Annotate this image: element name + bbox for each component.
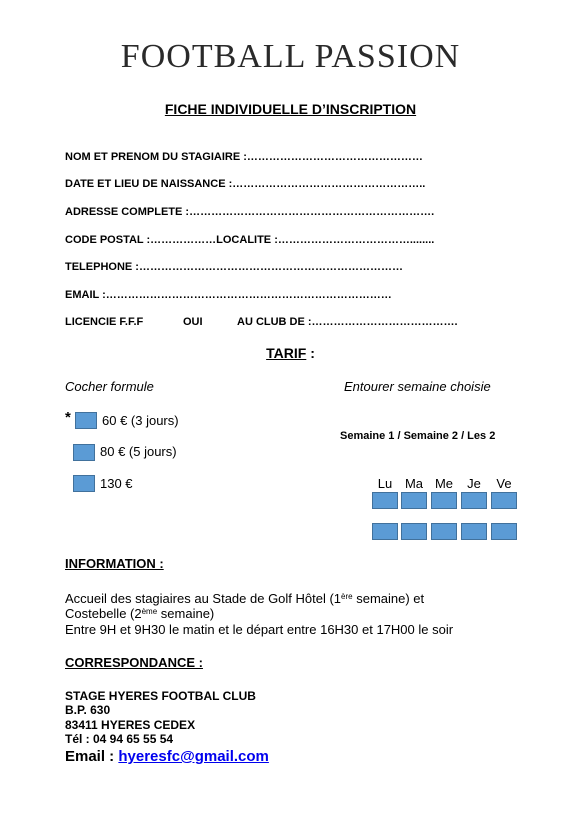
cocher-formule-label: Cocher formule (65, 379, 154, 394)
address-line-2: B.P. 630 (65, 703, 111, 717)
field-date-lieu-naissance[interactable]: DATE ET LIEU DE NAISSANCE :…………………………………………….. (65, 178, 426, 190)
document-subtitle: FICHE INDIVIDUELLE D’INSCRIPTION (164, 101, 417, 117)
tarif-heading (0, 345, 581, 361)
formule-130-label: 130 € (100, 476, 133, 491)
day-box-week2-ve[interactable] (491, 523, 517, 540)
day-label-lu: Lu (377, 476, 393, 491)
email-label: Email : (65, 748, 119, 765)
field-licence-label: LICENCIE F.F.F (65, 316, 144, 328)
day-box-week1-ve[interactable] (491, 492, 517, 509)
day-label-je: Je (467, 476, 481, 491)
email-link[interactable]: hyeresfc@gmail.com (118, 748, 269, 765)
semaine-choice-label: Semaine 1 / Semaine 2 / Les 2 (340, 430, 496, 442)
field-adresse[interactable]: ADRESSE COMPLETE :…………………………………………………………. (65, 206, 435, 218)
address-line-1: STAGE HYERES FOOTBAL CLUB (65, 689, 256, 703)
information-line-1-b: semaine) et (352, 591, 425, 606)
formule-130-checkbox[interactable] (73, 475, 95, 492)
day-label-ma: Ma (404, 476, 424, 491)
field-code-postal-localite[interactable]: CODE POSTAL :………………LOCALITE :………………………………........ (65, 234, 435, 246)
day-label-me: Me (434, 476, 454, 491)
information-line-2-a: Costebelle (2 (65, 606, 142, 621)
information-line-1-a: Accueil des stagiaires au Stade de Golf Hôtel (1 (65, 591, 342, 606)
entourer-semaine-label: Entourer semaine choisie (344, 379, 491, 394)
day-box-week2-ma[interactable] (401, 523, 427, 540)
email-line (65, 748, 269, 765)
formule-60-checkbox[interactable] (75, 412, 97, 429)
day-box-week1-me[interactable] (431, 492, 457, 509)
day-box-week1-lu[interactable] (372, 492, 398, 509)
tarif-heading-text: TARIF (266, 345, 307, 361)
document-title: FOOTBALL PASSION (120, 38, 461, 75)
field-nom-prenom[interactable]: NOM ET PRENOM DU STAGIAIRE :………………………………………… (65, 151, 423, 163)
information-line-1-sup: ère (341, 592, 353, 601)
address-line-4: Tél : 04 94 65 55 54 (65, 732, 174, 746)
information-line-2-sup: ème (141, 607, 158, 616)
correspondance-heading: CORRESPONDANCE : (65, 655, 203, 670)
day-box-week2-je[interactable] (461, 523, 487, 540)
information-line-3: Entre 9H et 9H30 le matin et le départ entre 16H30 et 17H00 le soir (65, 622, 454, 637)
field-telephone[interactable]: TELEPHONE :……………………………………………………………… (65, 261, 403, 273)
day-label-ve: Ve (496, 476, 512, 491)
day-box-week1-ma[interactable] (401, 492, 427, 509)
day-box-week1-je[interactable] (461, 492, 487, 509)
day-box-week2-lu[interactable] (372, 523, 398, 540)
formule-80-checkbox[interactable] (73, 444, 95, 461)
address-line-3: 83411 HYERES CEDEX (65, 718, 196, 732)
information-heading: INFORMATION : (65, 556, 164, 571)
formule-80-label: 80 € (5 jours) (100, 444, 177, 459)
field-email[interactable]: EMAIL :…………………………………………………………………… (65, 289, 392, 301)
information-line-2-b: semaine) (157, 606, 215, 621)
information-line-1 (65, 592, 424, 606)
field-licence-club[interactable]: AU CLUB DE :…………………………………. (237, 316, 458, 328)
tarif-heading-colon: : (306, 345, 315, 361)
formule-60-label: 60 € (3 jours) (102, 413, 179, 428)
asterisk-mark: * (65, 409, 71, 426)
field-licence-oui[interactable]: OUI (183, 316, 203, 328)
day-box-week2-me[interactable] (431, 523, 457, 540)
information-line-2 (65, 607, 214, 621)
